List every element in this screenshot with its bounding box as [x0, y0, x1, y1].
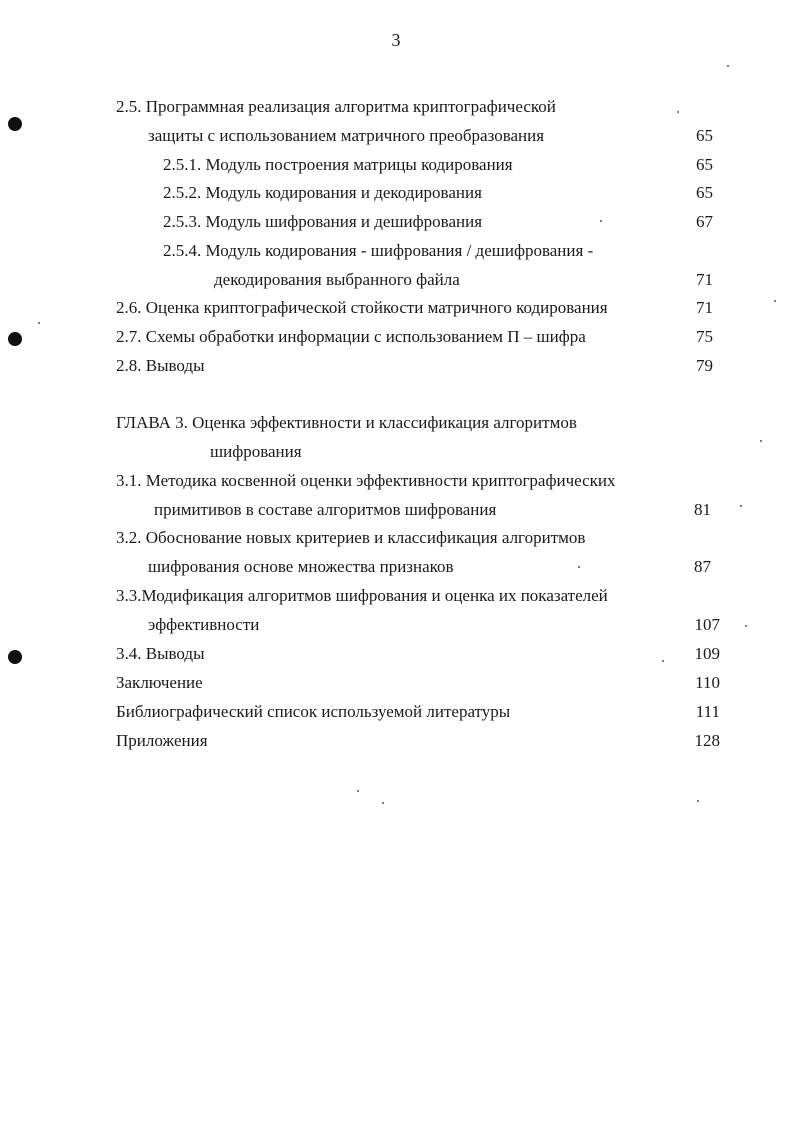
toc-page-2-5: 65 — [696, 126, 713, 145]
scan-speck — [382, 802, 384, 804]
toc-entry-2-5-line2: защиты с использованием матричного преобразования — [148, 126, 545, 145]
toc-entry-2-5-4-line2: декодирования выбранного файла — [214, 270, 460, 289]
toc-page-2-5-1: 65 — [696, 155, 713, 174]
toc-page-3-2: 87 — [694, 557, 711, 576]
toc-entry-2-5-4-line1: 2.5.4. Модуль кодирования - шифрования / дешифрования - — [163, 241, 594, 260]
toc-entry-3-2-line2: шифрования основе множества признаков — [148, 557, 454, 576]
toc-entry-3-1-line2: примитивов в составе алгоритмов шифрования — [154, 500, 497, 519]
scan-speck — [662, 660, 664, 662]
toc-entry-2-5-3: 2.5.3. Модуль шифрования и дешифрования — [163, 212, 483, 231]
scan-speck — [357, 790, 359, 792]
toc-entry-2-5-line1: 2.5. Программная реализация алгоритма криптографической — [116, 97, 556, 116]
toc-entry-2-6: 2.6. Оценка криптографической стойкости матричного кодирования — [116, 298, 608, 317]
toc-entry-2-7: 2.7. Схемы обработки информации с использованием П – шифра — [116, 327, 586, 346]
toc-page-2-7: 75 — [696, 327, 713, 346]
scan-speck — [727, 65, 729, 67]
toc-entry-2-5-2: 2.5.2. Модуль кодирования и декодирования — [163, 183, 482, 202]
toc-page-2-5-3: 67 — [696, 212, 713, 231]
punch-hole-middle — [8, 332, 22, 346]
toc-page-3-4: 109 — [694, 644, 720, 663]
scan-speck — [745, 625, 747, 627]
toc-page-2-8: 79 — [696, 356, 713, 375]
toc-page-2-6: 71 — [696, 298, 713, 317]
scan-speck — [38, 322, 40, 324]
toc-page-appendices: 128 — [694, 731, 720, 750]
toc-entry-3-3-line2: эффективности — [148, 615, 260, 634]
scan-speck — [600, 220, 602, 222]
toc-entry-2-5-1: 2.5.1. Модуль построения матрицы кодирования — [163, 155, 513, 174]
scan-speck — [697, 800, 699, 802]
toc-page-bibliography: 111 — [695, 702, 720, 721]
toc-entry-3-1-line1: 3.1. Методика косвенной оценки эффективности криптографических — [116, 471, 616, 490]
toc-chapter-3-line1: ГЛАВА 3. Оценка эффективности и классификация алгоритмов — [116, 413, 577, 432]
scan-speck — [760, 440, 762, 442]
punch-hole-top — [8, 117, 22, 131]
toc-page-2-5-2: 65 — [696, 183, 713, 202]
toc-chapter-3-line2: шифрования — [210, 442, 302, 461]
scan-speck — [740, 505, 742, 507]
toc-page-3-3: 107 — [694, 615, 720, 634]
toc-entry-2-8: 2.8. Выводы — [116, 356, 205, 375]
toc-page-conclusion: 110 — [695, 673, 720, 692]
toc-entry-appendices: Приложения — [116, 731, 208, 750]
toc-page-2-5-4: 71 — [696, 270, 713, 289]
toc-entry-3-3-line1: 3.3.Модификация алгоритмов шифрования и оценка их показателей — [116, 586, 608, 605]
punch-hole-bottom — [8, 650, 22, 664]
toc-entry-3-4: 3.4. Выводы — [116, 644, 205, 663]
toc-entry-3-2-line1: 3.2. Обоснование новых критериев и классификация алгоритмов — [116, 528, 586, 547]
toc-entry-bibliography: Библиографический список используемой литературы — [116, 702, 511, 721]
toc-page-3-1: 81 — [694, 500, 711, 519]
scan-speck — [578, 566, 580, 568]
scan-speck — [774, 300, 776, 302]
scan-speck — [677, 111, 679, 113]
page-number: 3 — [391, 30, 401, 50]
toc-entry-conclusion: Заключение — [116, 673, 203, 692]
